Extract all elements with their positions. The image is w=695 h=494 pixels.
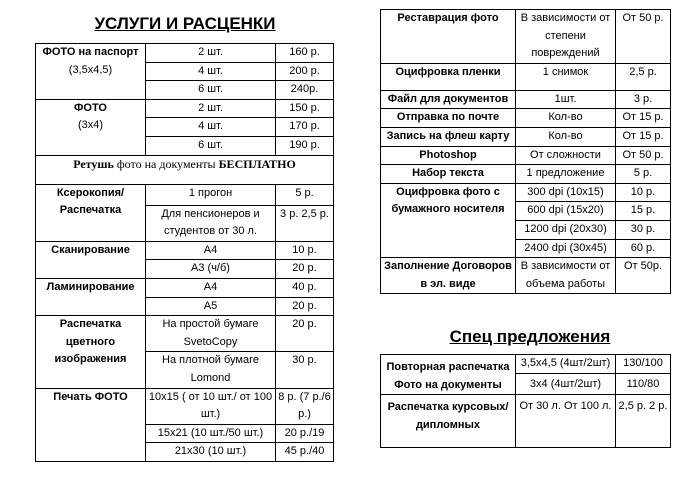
quantity-cell: 1200 dpi (20х30): [516, 220, 616, 239]
quantity-cell: В зависимости от объема работы: [516, 258, 616, 294]
service-cell: [36, 99, 146, 155]
price-cell: От 50 р.: [616, 146, 671, 165]
service-cell: Распечатка цветного изображения: [36, 316, 146, 388]
quantity-cell: Кол-во: [516, 127, 616, 146]
price-cell: 45 р./40: [276, 443, 334, 462]
price-cell: От 15 р.: [616, 127, 671, 146]
quantity-cell: А5: [146, 297, 276, 316]
price-cell: 190 р.: [276, 136, 334, 155]
quantity-cell: От 30 л. От 100 л.: [516, 395, 616, 448]
table-row: [381, 127, 671, 146]
price-cell: 30 р.: [616, 220, 671, 239]
table-row: [381, 395, 671, 448]
table-row: [381, 109, 671, 128]
quantity-cell: 1 прогон: [146, 184, 276, 205]
price-cell: 20 р.: [276, 316, 334, 352]
quantity-cell: 1 предложение: [516, 165, 616, 184]
price-cell: 130/100: [616, 355, 671, 374]
price-cell: 110/80: [616, 374, 671, 395]
table-row: [381, 165, 671, 184]
price-cell: 20 р.: [276, 260, 334, 279]
price-cell: 10 р.: [276, 241, 334, 260]
quantity-cell: В зависимости от степени повреждений: [516, 10, 616, 64]
price-cell: 20 р./19: [276, 424, 334, 443]
quantity-cell: 2 шт.: [146, 44, 276, 63]
service-cell: Отправка по почте: [381, 109, 516, 128]
price-cell: 240р.: [276, 81, 334, 100]
quantity-cell: 1 снимок: [516, 63, 616, 90]
quantity-cell: 21х30 (10 шт.): [146, 443, 276, 462]
quantity-cell: А3 (ч/б): [146, 260, 276, 279]
quantity-cell: От сложности: [516, 146, 616, 165]
quantity-cell: 2400 dpi (30х45): [516, 239, 616, 258]
quantity-cell: А4: [146, 278, 276, 297]
table-row: [381, 10, 671, 64]
special-offers-title: Спец предложения: [449, 327, 611, 346]
service-size: (3х4): [77, 119, 104, 132]
quantity-cell: 600 dpi (15х20): [516, 202, 616, 221]
quantity-cell: На простой бумаге SvetoCopy: [146, 316, 276, 352]
service-size: (3,5х4,5): [68, 63, 113, 76]
service-cell: Файл для документов: [381, 90, 516, 109]
price-cell: 30 р.: [276, 352, 334, 388]
quantity-cell: А4: [146, 241, 276, 260]
service-cell: Ксерокопия/ Распечатка: [36, 184, 146, 241]
price-cell: 2,5 р.: [616, 63, 671, 90]
service-cell: Заполнение Договоров в эл. виде: [381, 258, 516, 294]
quantity-cell: 300 dpi (10х15): [516, 183, 616, 202]
quantity-cell: 3х4 (4шт/2шт): [516, 374, 616, 395]
quantity-cell: 10х15 ( от 10 шт./ от 100 шт.): [146, 388, 276, 424]
price-cell: 15 р.: [616, 202, 671, 221]
table-row: [36, 316, 334, 352]
price-cell: 5 р.: [276, 184, 334, 205]
table-row: [381, 183, 671, 202]
service-name: ФОТО на паспорт: [42, 46, 139, 58]
price-cell: 60 р.: [616, 239, 671, 258]
table-row: [36, 155, 334, 184]
price-cell: 160 р.: [276, 44, 334, 63]
quantity-cell: 4 шт.: [146, 118, 276, 137]
quantity-cell: Для пенсионеров и студентов от 30 л.: [146, 205, 276, 241]
service-cell: Photoshop: [381, 146, 516, 165]
price-cell: От 50 р.: [616, 10, 671, 64]
quantity-cell: 4 шт.: [146, 62, 276, 81]
table-row: [36, 44, 334, 63]
service-cell: Распечатка курсовых/дипломных: [381, 395, 516, 448]
price-cell: 10 р.: [616, 183, 671, 202]
table-row: [381, 146, 671, 165]
extra-services-table: [380, 9, 671, 294]
retouch-note: Ретушь фото на документы БЕСПЛАТНО: [36, 155, 334, 184]
price-cell: 40 р.: [276, 278, 334, 297]
table-row: [36, 388, 334, 424]
table-row: [381, 63, 671, 90]
quantity-cell: 1шт.: [516, 90, 616, 109]
quantity-cell: Кол-во: [516, 109, 616, 128]
service-name: ФОТО: [74, 101, 107, 114]
table-row: [381, 258, 671, 294]
quantity-cell: 6 шт.: [146, 81, 276, 100]
table-row: [36, 99, 334, 118]
page-title: УСЛУГИ И РАСЦЕНКИ: [94, 14, 276, 33]
price-cell: 200 р.: [276, 62, 334, 81]
service-cell: Повторная распечатка Фото на документы: [381, 355, 516, 395]
quantity-cell: 6 шт.: [146, 136, 276, 155]
quantity-cell: 15х21 (10 шт./50 шт.): [146, 424, 276, 443]
price-cell: 8 р. (7 р./6 р.): [276, 388, 334, 424]
price-cell: 20 р.: [276, 297, 334, 316]
table-row: [381, 355, 671, 374]
quantity-cell: На плотной бумаге Lomond: [146, 352, 276, 388]
service-cell: Реставрация фото: [381, 10, 516, 64]
service-cell: Набор текста: [381, 165, 516, 184]
price-cell: 3 р.: [616, 90, 671, 109]
services-price-table: [35, 43, 334, 462]
service-cell: Запись на флеш карту: [381, 127, 516, 146]
quantity-cell: 3,5х4,5 (4шт/2шт): [516, 355, 616, 374]
price-cell: 170 р.: [276, 118, 334, 137]
service-cell: Сканирование: [36, 241, 146, 278]
price-cell: 2,5 р. 2 р.: [616, 395, 671, 448]
table-row: [36, 184, 334, 205]
service-cell: [36, 44, 146, 100]
price-cell: 5 р.: [616, 165, 671, 184]
price-cell: 3 р. 2,5 р.: [276, 205, 334, 241]
price-cell: От 50р.: [616, 258, 671, 294]
table-row: [36, 278, 334, 297]
price-cell: От 15 р.: [616, 109, 671, 128]
quantity-cell: 2 шт.: [146, 99, 276, 118]
service-cell: Печать ФОТО: [36, 388, 146, 461]
special-offers-table: [380, 354, 671, 448]
service-cell: Оцифровка пленки: [381, 63, 516, 90]
table-row: [36, 241, 334, 260]
service-cell: Оцифровка фото с бумажного носителя: [381, 183, 516, 257]
service-cell: Ламинирование: [36, 278, 146, 315]
price-cell: 150 р.: [276, 99, 334, 118]
table-row: [381, 90, 671, 109]
